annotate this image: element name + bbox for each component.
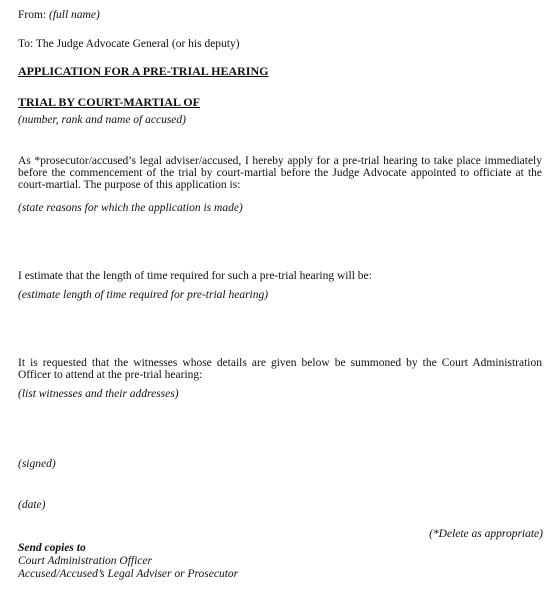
witnesses-hint: (list witnesses and their addresses) [18,388,179,400]
purpose-hint: (state reasons for which the application is made) [18,202,243,214]
to-line: To: The Judge Advocate General (or his deputy) [18,38,240,50]
witnesses-paragraph: It is requested that the witnesses whose details are given below be summoned by the Court Administration Officer to attend at the pre-trial hearing: [18,357,542,381]
accused-hint: (number, rank and name of accused) [18,114,186,126]
trial-title: TRIAL BY COURT-MARTIAL OF [18,95,200,109]
recipient-accused: Accused/Accused’s Legal Adviser or Prosecutor [18,568,239,580]
estimate-hint: (estimate length of time required for pre-trial hearing) [18,289,269,301]
signed-label: (signed) [18,458,56,470]
delete-note: (*Delete as appropriate) [429,528,543,540]
from-line [18,9,100,22]
estimate-paragraph: I estimate that the length of time required for such a pre-trial hearing will be: [18,270,372,282]
recipient-court-admin: Court Administration Officer [18,555,152,567]
send-copies-heading: Send copies to [18,542,86,554]
application-title: APPLICATION FOR A PRE-TRIAL HEARING [18,64,269,78]
purpose-paragraph: As *prosecutor/accused’s legal adviser/accused, I hereby apply for a pre-trial hearing to take place immediately before the commencement of the trial by court-martial before the Judge Advocate appointed to officiate at the court-martial. The purpose of this application is: [18,155,542,191]
from-label: From: [18,9,49,21]
date-label: (date) [18,499,46,511]
from-hint: (full name) [49,9,100,21]
